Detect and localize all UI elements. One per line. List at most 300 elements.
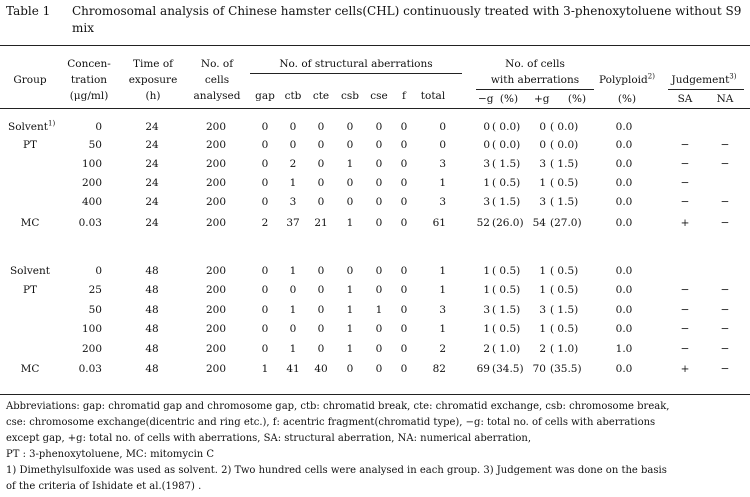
cell-mgp-value: ( 1.5) xyxy=(492,158,521,170)
cell-gap xyxy=(252,119,278,135)
footnotes xyxy=(6,399,746,495)
header-rule xyxy=(0,108,750,109)
cell-gap xyxy=(252,263,278,279)
cell-cells xyxy=(196,321,236,337)
cell-poly xyxy=(604,302,644,318)
header-withab-1: No. of cells xyxy=(505,58,565,70)
cell-mg-value: 1 xyxy=(483,265,490,277)
cell-cells-value: 200 xyxy=(205,158,227,170)
cell-mg-value: 0 xyxy=(483,139,490,151)
cell-poly-value: 0.0 xyxy=(615,323,633,335)
cell-csb xyxy=(337,215,363,231)
cell-time-value: 48 xyxy=(145,343,159,355)
cell-f xyxy=(394,156,414,172)
cell-ctb-value: 0 xyxy=(289,121,297,133)
footnote-line: cse: chromosome exchange(dicentric and ring etc.), f: acentric fragment(chromatid type), −g: total no. of cells with aberrations xyxy=(6,417,656,428)
cell-pg xyxy=(532,194,546,210)
cell-ctb-value: 1 xyxy=(289,177,297,189)
cell-mg xyxy=(472,361,490,377)
cell-pgp-value: ( 0.0) xyxy=(550,139,579,151)
cell-conc xyxy=(62,263,102,279)
cell-time xyxy=(132,302,172,318)
cell-group xyxy=(8,215,52,231)
cell-conc-value: 50 xyxy=(88,304,102,316)
cell-ctb xyxy=(280,321,306,337)
cell-cse xyxy=(366,361,392,377)
cell-poly-value: 1.0 xyxy=(615,343,633,355)
cell-time xyxy=(132,321,172,337)
cell-mgp-value: ( 0.0) xyxy=(492,121,521,133)
cell-f-value: 0 xyxy=(400,323,408,335)
bottom-rule xyxy=(0,394,750,395)
cell-cse-value: 0 xyxy=(375,284,383,296)
header-minus-g: −g xyxy=(478,93,494,105)
cell-ctb-value: 1 xyxy=(289,265,297,277)
cell-ctb xyxy=(280,194,306,210)
cell-total-value: 82 xyxy=(432,363,446,375)
table-row xyxy=(0,302,750,318)
cell-time xyxy=(132,194,172,210)
cell-ctb xyxy=(280,302,306,318)
cell-csb xyxy=(337,341,363,357)
cell-gap-value: 0 xyxy=(261,158,269,170)
cell-csb xyxy=(337,175,363,191)
cell-csb-value: 0 xyxy=(346,196,354,208)
cell-pg-value: 1 xyxy=(539,323,546,335)
cell-mg-value: 1 xyxy=(483,284,490,296)
cell-mgp-value: ( 0.5) xyxy=(492,284,521,296)
cell-mg-value: 3 xyxy=(483,158,490,170)
cell-total xyxy=(418,137,446,153)
cell-cte-value: 0 xyxy=(317,177,325,189)
cell-mgp xyxy=(492,302,532,318)
cell-sa-value: − xyxy=(680,177,690,189)
cell-total xyxy=(418,361,446,377)
cell-sa-value: − xyxy=(680,139,690,151)
cell-pgp-value: ( 0.0) xyxy=(550,121,579,133)
cell-group-value: Solvent xyxy=(9,265,50,277)
table-row xyxy=(0,194,750,210)
table-row xyxy=(0,215,750,231)
cell-cells-value: 200 xyxy=(205,265,227,277)
cell-sa xyxy=(670,361,700,377)
cell-conc-value: 400 xyxy=(81,196,102,208)
cell-ctb xyxy=(280,137,306,153)
cell-conc-value: 0.03 xyxy=(78,217,102,229)
header-gap: gap xyxy=(255,90,275,102)
cell-f-value: 0 xyxy=(400,196,408,208)
cell-pgp xyxy=(550,361,590,377)
header-conc-1: Concen- xyxy=(67,58,111,70)
cell-poly xyxy=(604,282,644,298)
cell-cells-value: 200 xyxy=(205,196,227,208)
cell-sa xyxy=(670,156,700,172)
cell-mg xyxy=(472,341,490,357)
cell-poly xyxy=(604,119,644,135)
header-cells-3: analysed xyxy=(193,90,241,102)
cell-total-value: 3 xyxy=(439,196,446,208)
cell-f-value: 0 xyxy=(400,304,408,316)
cell-poly xyxy=(604,361,644,377)
header-na: NA xyxy=(716,93,734,105)
table-row xyxy=(0,341,750,357)
cell-gap-value: 1 xyxy=(261,363,269,375)
cell-cte-value: 0 xyxy=(317,139,325,151)
cell-time-value: 48 xyxy=(145,265,159,277)
cell-pg xyxy=(532,263,546,279)
header-f: f xyxy=(402,90,406,102)
cell-mgp xyxy=(492,156,532,172)
cell-total xyxy=(418,215,446,231)
cell-mgp xyxy=(492,361,532,377)
cell-na-value: − xyxy=(720,363,730,375)
cell-total xyxy=(418,194,446,210)
cell-poly-value: 0.0 xyxy=(615,139,633,151)
cell-f-value: 0 xyxy=(400,217,408,229)
cell-time xyxy=(132,215,172,231)
cell-time-value: 24 xyxy=(145,177,159,189)
cell-mgp xyxy=(492,194,532,210)
cell-cse-value: 0 xyxy=(375,363,383,375)
cell-time-value: 24 xyxy=(145,139,159,151)
cell-pgp-value: ( 0.5) xyxy=(550,177,579,189)
header-plus-g-pct: (%) xyxy=(567,93,587,105)
cell-time xyxy=(132,341,172,357)
cell-ctb-value: 41 xyxy=(286,363,300,375)
cell-ctb-value: 1 xyxy=(289,304,297,316)
cell-cte-value: 0 xyxy=(317,265,325,277)
cell-f-value: 0 xyxy=(400,284,408,296)
cell-cse-value: 0 xyxy=(375,139,383,151)
cell-cells-value: 200 xyxy=(205,139,227,151)
cell-group xyxy=(8,361,52,377)
cell-poly xyxy=(604,194,644,210)
header-judgement xyxy=(664,73,744,87)
cell-pgp xyxy=(550,215,590,231)
cell-ctb xyxy=(280,119,306,135)
cell-f xyxy=(394,302,414,318)
cell-pg-value: 3 xyxy=(539,158,546,170)
cell-cells-value: 200 xyxy=(205,177,227,189)
cell-csb-value: 1 xyxy=(346,158,354,170)
cell-poly-value: 0.0 xyxy=(615,217,633,229)
cell-mg-value: 69 xyxy=(476,363,490,375)
cell-f xyxy=(394,341,414,357)
cell-f xyxy=(394,119,414,135)
header-cells-2: cells xyxy=(204,74,230,86)
cell-mgp xyxy=(492,341,532,357)
header-judgement-label: Judgement xyxy=(671,74,730,86)
cell-cse-value: 0 xyxy=(375,177,383,189)
cell-pgp-value: ( 0.5) xyxy=(550,323,579,335)
cell-pgp xyxy=(550,156,590,172)
cell-time-value: 48 xyxy=(145,363,159,375)
cell-group-value: PT xyxy=(22,139,38,151)
cell-time xyxy=(132,137,172,153)
cell-cte-value: 40 xyxy=(314,363,328,375)
cell-cells xyxy=(196,302,236,318)
cell-mgp-value: ( 0.5) xyxy=(492,265,521,277)
cell-pg-value: 1 xyxy=(539,265,546,277)
cell-conc-value: 0.03 xyxy=(78,363,102,375)
cell-cells xyxy=(196,215,236,231)
table-row xyxy=(0,175,750,191)
cell-cse-value: 0 xyxy=(375,323,383,335)
cell-group-value: MC xyxy=(20,363,40,375)
cell-pg xyxy=(532,215,546,231)
cell-na xyxy=(710,321,740,337)
cell-csb xyxy=(337,263,363,279)
cell-f xyxy=(394,215,414,231)
cell-mg xyxy=(472,321,490,337)
cell-cte-value: 21 xyxy=(314,217,328,229)
cell-mg xyxy=(472,282,490,298)
cell-gap-value: 0 xyxy=(261,177,269,189)
cell-pgp xyxy=(550,321,590,337)
cell-na-value: − xyxy=(720,196,730,208)
cell-cse xyxy=(366,341,392,357)
cell-sa-value: − xyxy=(680,196,690,208)
cell-time xyxy=(132,263,172,279)
cell-na xyxy=(710,361,740,377)
header-cte: cte xyxy=(312,90,330,102)
cell-csb xyxy=(337,282,363,298)
cell-na-value: − xyxy=(720,139,730,151)
cell-group xyxy=(8,137,52,153)
cell-mg xyxy=(472,156,490,172)
header-polyploid-pct: (%) xyxy=(617,93,637,105)
cell-cse xyxy=(366,194,392,210)
cell-f xyxy=(394,282,414,298)
cell-gap xyxy=(252,194,278,210)
header-cells-1: No. of xyxy=(200,58,234,70)
cell-csb-value: 0 xyxy=(346,139,354,151)
cell-cte-value: 0 xyxy=(317,284,325,296)
cell-time xyxy=(132,361,172,377)
header-polyploid-label: Polyploid xyxy=(599,74,648,86)
cell-csb-value: 1 xyxy=(346,343,354,355)
cell-mgp xyxy=(492,119,532,135)
cell-pg-value: 0 xyxy=(539,139,546,151)
cell-pgp-value: (27.0) xyxy=(550,217,582,229)
cell-pg xyxy=(532,341,546,357)
cell-na-value: − xyxy=(720,343,730,355)
cell-cte xyxy=(308,137,334,153)
cell-pgp xyxy=(550,194,590,210)
cell-cells xyxy=(196,194,236,210)
header-sa: SA xyxy=(677,93,693,105)
header-total: total xyxy=(420,90,446,102)
cell-gap-value: 0 xyxy=(261,284,269,296)
cell-cells xyxy=(196,341,236,357)
cell-ctb xyxy=(280,156,306,172)
cell-cse xyxy=(366,119,392,135)
cell-conc xyxy=(62,156,102,172)
table-row xyxy=(0,156,750,172)
top-rule xyxy=(0,45,750,46)
cell-pg xyxy=(532,156,546,172)
cell-gap-value: 0 xyxy=(261,304,269,316)
cell-sa-value: + xyxy=(680,217,690,229)
judgement-underline xyxy=(668,89,744,90)
cell-cse-value: 0 xyxy=(375,217,383,229)
cell-poly-value: 0.0 xyxy=(615,158,633,170)
cell-mg-value: 2 xyxy=(483,343,490,355)
cell-mg-value: 1 xyxy=(483,177,490,189)
cell-csb-value: 0 xyxy=(346,177,354,189)
cell-f-value: 0 xyxy=(400,363,408,375)
cell-total-value: 0 xyxy=(439,121,446,133)
cell-poly-value: 0.0 xyxy=(615,196,633,208)
cell-ctb-value: 0 xyxy=(289,139,297,151)
cell-gap-value: 0 xyxy=(261,343,269,355)
cell-csb-value: 1 xyxy=(346,304,354,316)
cell-f xyxy=(394,175,414,191)
cell-total-value: 3 xyxy=(439,158,446,170)
cell-ctb-value: 37 xyxy=(286,217,300,229)
cell-mg xyxy=(472,194,490,210)
cell-csb xyxy=(337,194,363,210)
cell-total-value: 1 xyxy=(439,284,446,296)
cell-cte-value: 0 xyxy=(317,343,325,355)
cell-gap-value: 0 xyxy=(261,196,269,208)
cell-mg-value: 52 xyxy=(476,217,490,229)
header-time-1: Time of xyxy=(132,58,174,70)
withab-underline xyxy=(476,89,594,90)
header-conc-3: (μg/ml) xyxy=(69,90,109,102)
cell-cte xyxy=(308,119,334,135)
cell-pgp xyxy=(550,263,590,279)
cell-total-value: 1 xyxy=(439,177,446,189)
footnote-line: Abbreviations: gap: chromatid gap and chromosome gap, ctb: chromatid break, cte: chromatid exchange, csb: chromosome break, xyxy=(6,401,670,412)
cell-na-value: − xyxy=(720,304,730,316)
cell-pg xyxy=(532,282,546,298)
cell-total xyxy=(418,341,446,357)
cell-total xyxy=(418,119,446,135)
header-group: Group xyxy=(13,74,47,86)
cell-conc-value: 100 xyxy=(81,323,102,335)
cell-mg xyxy=(472,215,490,231)
cell-poly xyxy=(604,175,644,191)
cell-csb-value: 1 xyxy=(346,284,354,296)
cell-ctb xyxy=(280,361,306,377)
cell-f xyxy=(394,361,414,377)
cell-mg-value: 3 xyxy=(483,196,490,208)
cell-mg-value: 0 xyxy=(483,121,490,133)
cell-cte xyxy=(308,175,334,191)
cell-total xyxy=(418,156,446,172)
cell-time xyxy=(132,156,172,172)
cell-f-value: 0 xyxy=(400,265,408,277)
cell-cte xyxy=(308,341,334,357)
cell-ctb xyxy=(280,341,306,357)
header-structural: No. of structural aberrations xyxy=(279,58,433,70)
cell-total-value: 2 xyxy=(439,343,446,355)
cell-pgp-value: ( 1.5) xyxy=(550,196,579,208)
cell-cse-value: 0 xyxy=(375,265,383,277)
cell-cells-value: 200 xyxy=(205,217,227,229)
cell-cse-value: 1 xyxy=(375,304,383,316)
cell-csb-value: 1 xyxy=(346,217,354,229)
cell-sa xyxy=(670,194,700,210)
cell-group xyxy=(8,119,56,135)
cell-sa-value: − xyxy=(680,323,690,335)
cell-conc xyxy=(62,341,102,357)
cell-mgp-value: ( 0.5) xyxy=(492,177,521,189)
cell-pg xyxy=(532,119,546,135)
cell-mg-value: 1 xyxy=(483,323,490,335)
cell-conc xyxy=(62,361,102,377)
cell-total xyxy=(418,282,446,298)
header-ctb: ctb xyxy=(284,90,302,102)
cell-mgp xyxy=(492,282,532,298)
cell-ctb xyxy=(280,263,306,279)
cell-mg-value: 3 xyxy=(483,304,490,316)
footnote-line: of the criteria of Ishidate et al.(1987) . xyxy=(6,481,202,492)
cell-pg-value: 54 xyxy=(532,217,546,229)
cell-cse xyxy=(366,175,392,191)
cell-pgp-value: ( 1.0) xyxy=(550,343,579,355)
cell-csb-value: 0 xyxy=(346,121,354,133)
cell-pg-value: 0 xyxy=(539,121,546,133)
cell-mg xyxy=(472,263,490,279)
cell-gap-value: 0 xyxy=(261,139,269,151)
cell-f-value: 0 xyxy=(400,343,408,355)
group-footnote-marker: 1) xyxy=(48,119,56,128)
cell-sa-value: − xyxy=(680,284,690,296)
cell-gap xyxy=(252,215,278,231)
cell-gap xyxy=(252,282,278,298)
cell-time xyxy=(132,119,172,135)
cell-pgp xyxy=(550,137,590,153)
header-csb: csb xyxy=(341,90,359,102)
table-row xyxy=(0,119,750,135)
cell-conc xyxy=(62,321,102,337)
cell-cte xyxy=(308,263,334,279)
cell-na xyxy=(710,215,740,231)
cell-gap-value: 0 xyxy=(261,121,269,133)
cell-gap xyxy=(252,156,278,172)
cell-ctb-value: 1 xyxy=(289,343,297,355)
cell-total xyxy=(418,321,446,337)
cell-conc xyxy=(62,119,102,135)
cell-time-value: 24 xyxy=(145,158,159,170)
cell-time-value: 48 xyxy=(145,304,159,316)
cell-pgp-value: (35.5) xyxy=(550,363,582,375)
cell-cse xyxy=(366,302,392,318)
cell-na xyxy=(710,194,740,210)
cell-gap xyxy=(252,321,278,337)
cell-mgp-value: (26.0) xyxy=(492,217,524,229)
cell-na-value: − xyxy=(720,284,730,296)
cell-total-value: 1 xyxy=(439,323,446,335)
cell-sa xyxy=(670,215,700,231)
cell-csb xyxy=(337,361,363,377)
cell-mgp-value: ( 0.5) xyxy=(492,323,521,335)
cell-mgp-value: ( 1.0) xyxy=(492,343,521,355)
cell-conc-value: 0 xyxy=(95,265,102,277)
cell-mgp xyxy=(492,215,532,231)
cell-mgp xyxy=(492,321,532,337)
cell-total-value: 0 xyxy=(439,139,446,151)
cell-mgp-value: ( 1.5) xyxy=(492,304,521,316)
cell-cse-value: 0 xyxy=(375,158,383,170)
cell-gap xyxy=(252,302,278,318)
cell-cells-value: 200 xyxy=(205,343,227,355)
cell-na-value: − xyxy=(720,158,730,170)
cell-pgp-value: ( 0.5) xyxy=(550,265,579,277)
cell-time xyxy=(132,175,172,191)
